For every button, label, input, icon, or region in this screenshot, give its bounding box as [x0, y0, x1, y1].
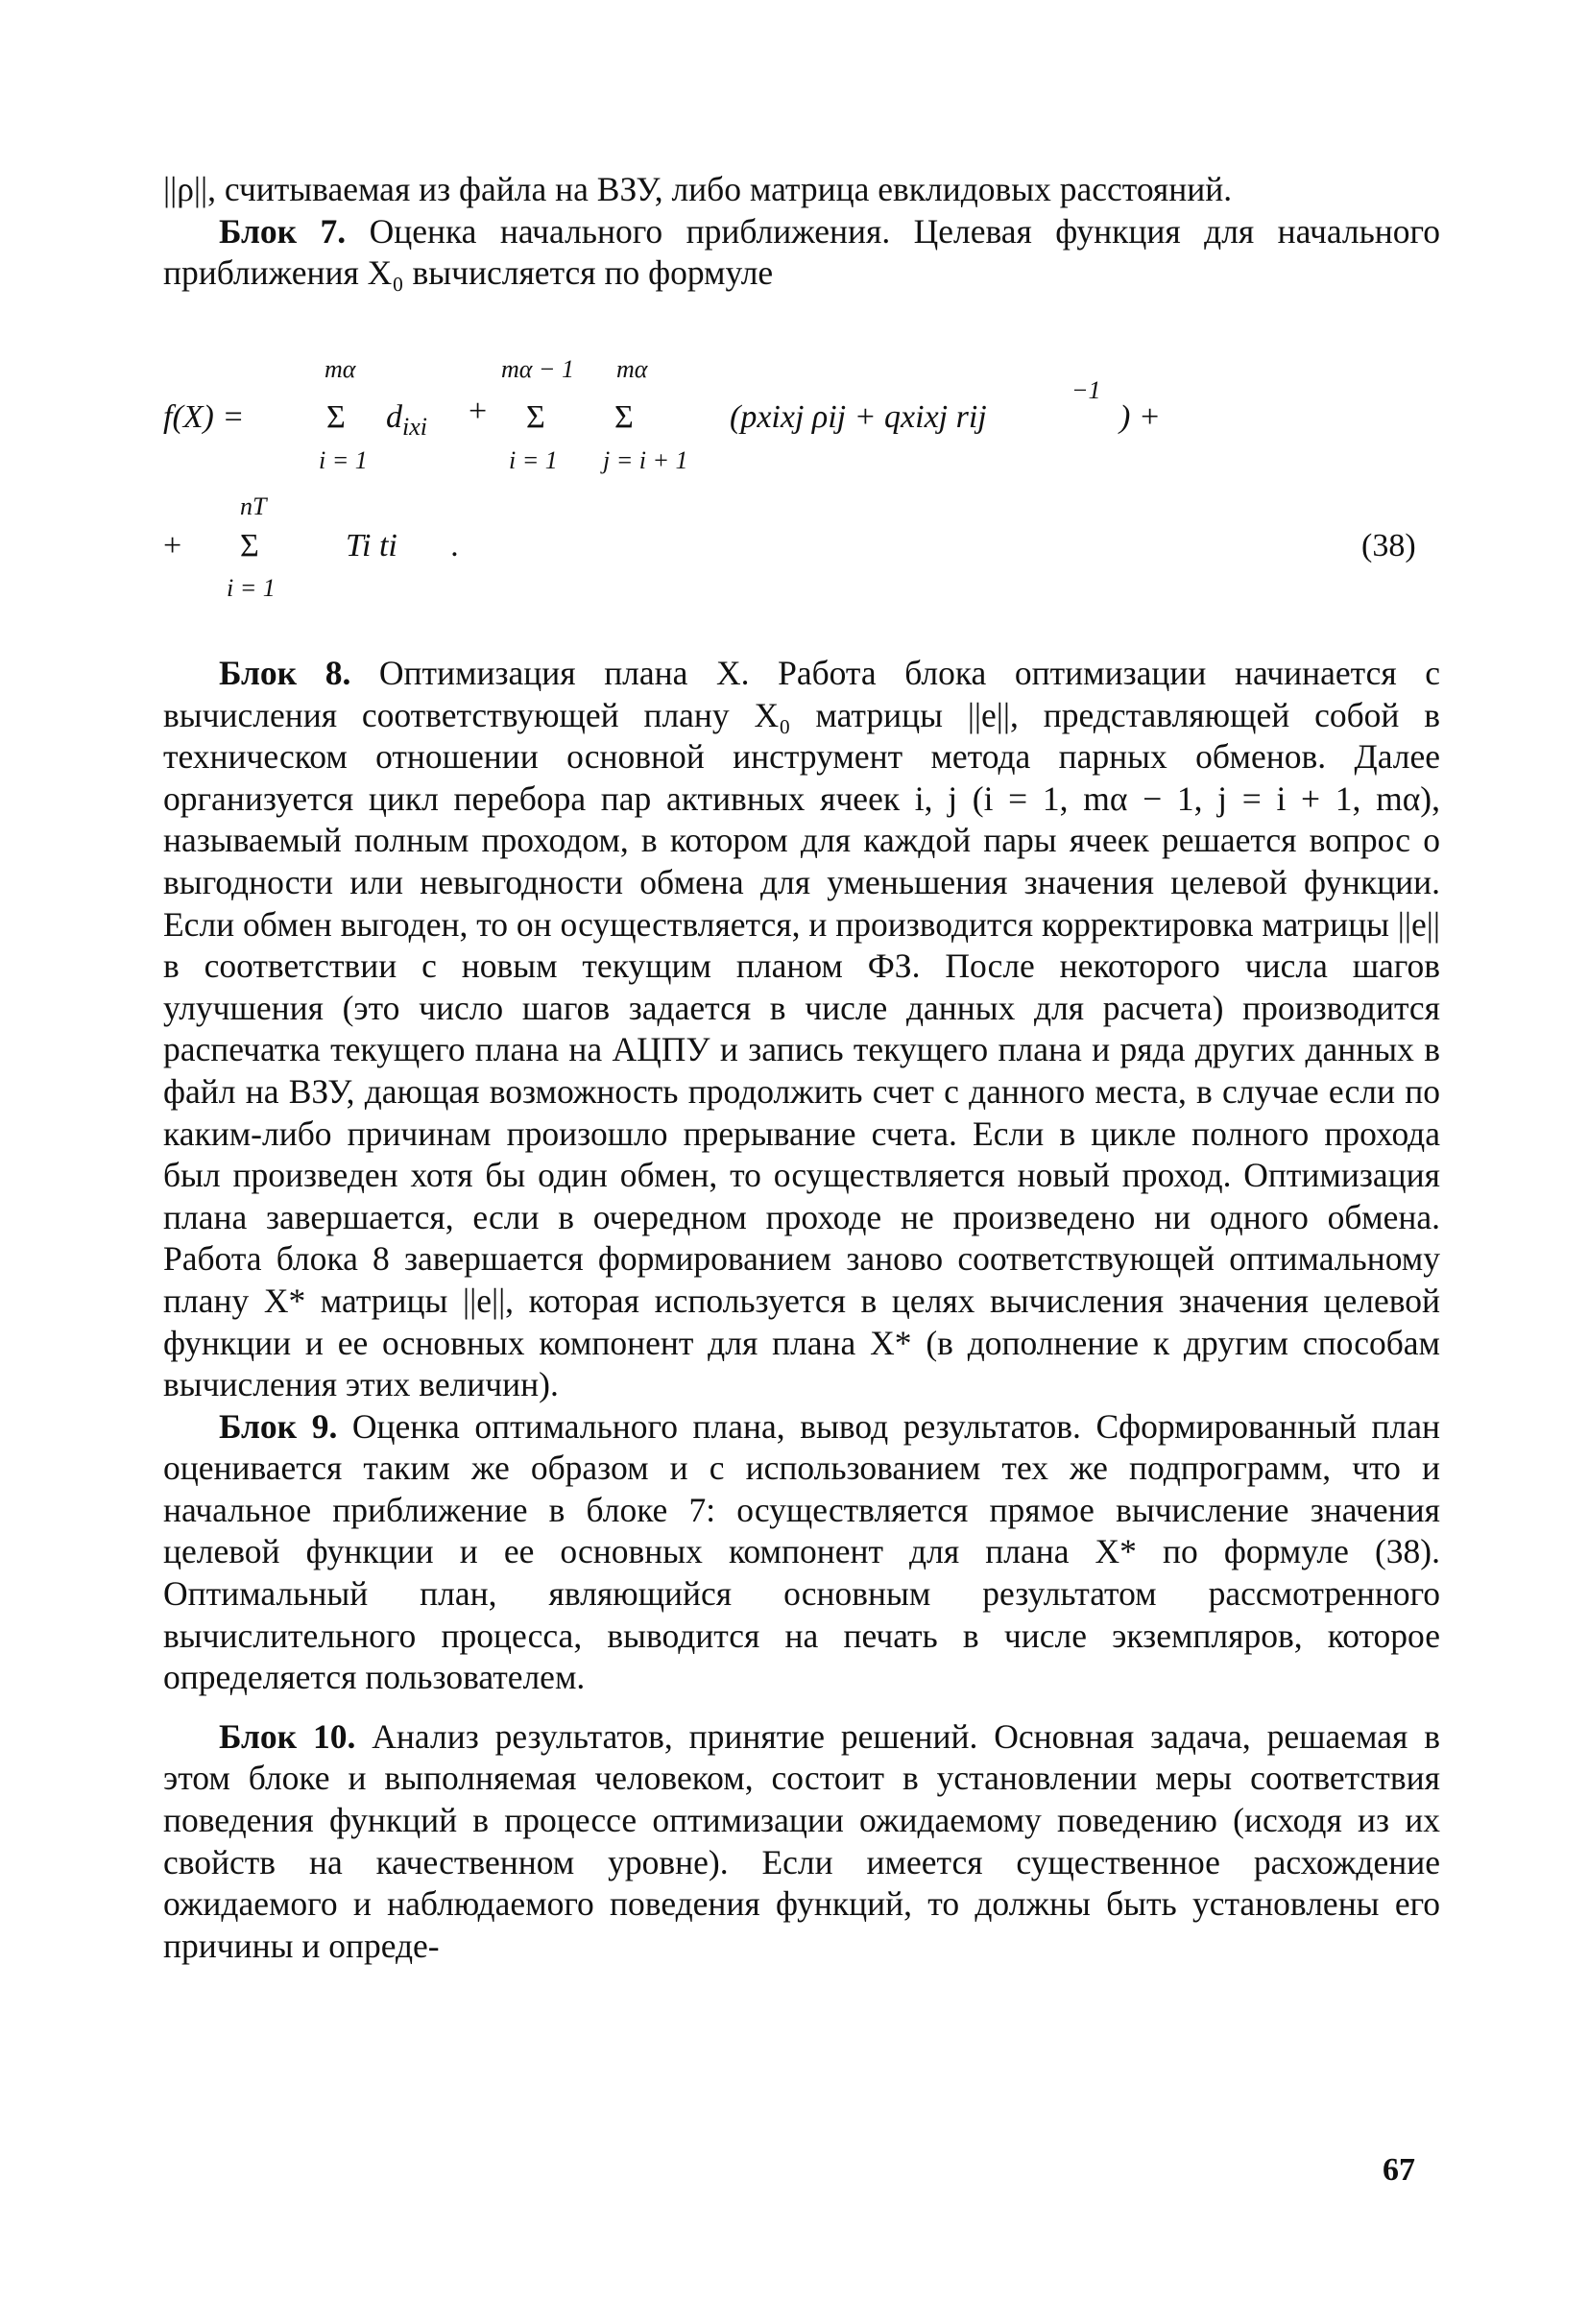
term-d: $d_{ixi}$ [386, 399, 427, 441]
sum1-upper: mα [325, 355, 356, 383]
sigma-4: Σ [240, 528, 259, 563]
sum4-lower: i = 1 [227, 574, 276, 602]
sigma-3: Σ [614, 399, 634, 435]
block10-paragraph [163, 1716, 1440, 1968]
block7-text: Оценка начального приближения. Целевая функция для начального приближения X₀ вычисляется по формуле [163, 211, 1440, 293]
block8-heading: Блок 8. [219, 654, 351, 692]
term-t: Ti ti [346, 528, 397, 563]
block7-heading: Блок 7. [219, 211, 347, 251]
term-p-q: (pxixj ρij + qxixj rij [730, 399, 987, 435]
block10-text: Анализ результатов, принятие решений. Основная задача, решаемая в этом блоке и выполняемая человеком, состоит в установлении меры соответствия поведения функций в процессе оптимизации ожидаемому поведению (исходя из их свойств на качественном уровне). Если имеется существенное расхождение ожидаемого и наблюдаемого поведения функций, то должны быть установлены его причины и опреде- [163, 1716, 1440, 1965]
sum3-upper: mα [616, 355, 648, 383]
block10-heading: Блок 10. [219, 1716, 356, 1756]
block8-text: Оптимизация плана X. Работа блока оптимизации начинается с вычисления соответствующей плану X₀ матрицы ||e||, представляющей собой в техническом отношении основной инструмент метода парных обменов. Далее организуется цикл перебора пар активных ячеек i, j (i = 1, mα − 1, j = i + 1, mα), называемый полным проходом, в котором для каждой пары ячеек решается вопрос о выгодности или невыгодности обмена для уменьшения значения целевой функции. Если обмен выгоден, то он осуществляется, и производится корректировка матрицы ||e|| в соответствии с новым текущим планом ФЗ. После некоторого числа шагов улучшения (это число шагов задается в числе данных для расчета) производится распечатка текущего плана на АЦПУ и запись текущего плана и ряда других данных в файл на ВЗУ, дающая возможность продолжить счет с данного места, в случае если по каким-либо причинам произошло прерывание счета. Если в цикле полного прохода был произведен хотя бы один обмен, то осуществляется новый проход. Оптимизация плана завершается, если в очередном проходе не произведено ни одного обмена. Работа блока 8 завершается формированием заново соответствующей оптимальному плану X* матрицы ||e||, которая используется в целях вычисления значения целевой функции и ее основных компонент для плана X* (в дополнение к другим способам вычисления этих величин). [163, 654, 1441, 1404]
sum4-upper: nT [240, 492, 267, 520]
plus-1: + [469, 394, 488, 429]
main-text [163, 653, 1440, 1967]
sum2-lower: i = 1 [509, 446, 558, 474]
sum3-lower: j = i + 1 [603, 446, 688, 474]
plus-2: + [163, 528, 182, 563]
page-number: 67 [1383, 2152, 1415, 2188]
sigma-2: Σ [526, 399, 545, 435]
sum1-lower: i = 1 [319, 446, 368, 474]
block8-paragraph [163, 653, 1440, 1406]
formula-dot: . [451, 528, 460, 563]
equation-number: (38) [1361, 528, 1416, 563]
sum2-upper: mα − 1 [501, 355, 574, 383]
block9-paragraph [163, 1406, 1440, 1699]
block9-heading: Блок 9. [219, 1406, 338, 1446]
block7-paragraph [163, 211, 1440, 295]
block9-text: Оценка оптимального плана, вывод результатов. Сформированный план оценивается таким же образом и с использованием тех же подпрограмм, что и начальное приближение в блоке 7: осуществляется прямое вычисление значения целевой функции и ее основных компонент для плана X* по формуле (38). Оптимальный план, являющийся основным результатом рассмотренного вычислительного процесса, выводится на печать в числе экземпляров, которое определяется пользователем. [163, 1406, 1440, 1697]
formula-lhs: f(X) = [163, 399, 245, 435]
formula-38 [163, 355, 1440, 614]
sigma-1: Σ [326, 399, 346, 435]
term-close: ) + [1119, 399, 1161, 435]
intro-paragraph: ||ρ||, считываемая из файла на ВЗУ, либо матрица евклидовых расстояний. [163, 170, 1233, 208]
intro-block [163, 169, 1440, 295]
exponent-minus-1: −1 [1071, 376, 1101, 404]
